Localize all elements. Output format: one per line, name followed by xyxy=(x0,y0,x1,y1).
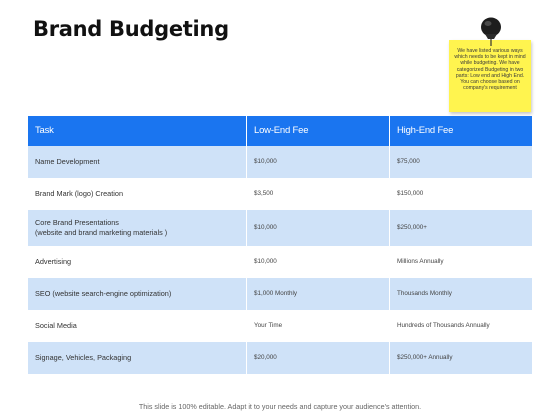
low-fee-cell: $20,000 xyxy=(246,342,389,374)
task-cell: Signage, Vehicles, Packaging xyxy=(35,353,132,362)
header-high-end-fee: High-End Fee xyxy=(389,116,532,146)
slide-footer: This slide is 100% editable. Adapt it to your needs and capture your audience's attention. xyxy=(138,402,422,411)
high-fee-cell: $75,000 xyxy=(389,146,532,178)
table-row xyxy=(28,146,532,178)
low-fee-cell: Your Time xyxy=(246,310,389,342)
high-fee-cell: Thousands Monthly xyxy=(389,278,532,310)
table-row xyxy=(28,342,532,374)
high-fee-cell: $250,000+ xyxy=(389,210,532,246)
table-row xyxy=(28,210,532,246)
low-fee-cell: $10,000 xyxy=(246,210,389,246)
table-row xyxy=(28,178,532,210)
low-fee-cell: $3,500 xyxy=(246,178,389,210)
budget-table xyxy=(28,116,532,374)
high-fee-cell: Hundreds of Thousands Annually xyxy=(389,310,532,342)
high-fee-cell: $150,000 xyxy=(389,178,532,210)
low-fee-cell: $1,000 Monthly xyxy=(246,278,389,310)
header-low-end-fee: Low-End Fee xyxy=(246,116,389,146)
task-cell: Advertising xyxy=(35,257,72,266)
table-row xyxy=(28,310,532,342)
task-cell: Social Media xyxy=(35,321,77,330)
high-fee-cell: Millions Annually xyxy=(389,246,532,278)
task-cell: Core Brand Presentations (website and brand marketing materials ) xyxy=(35,218,168,237)
header-task: Task xyxy=(35,125,54,136)
table-row xyxy=(28,246,532,278)
sticky-note xyxy=(449,40,531,112)
task-cell: Brand Mark (logo) Creation xyxy=(35,189,124,198)
table-header-row xyxy=(28,116,532,146)
table-row xyxy=(28,278,532,310)
task-cell: SEO (website search-engine optimization) xyxy=(35,289,172,298)
high-fee-cell: $250,000+ Annually xyxy=(389,342,532,374)
slide-title: Brand Budgeting xyxy=(33,17,229,41)
task-cell: Name Development xyxy=(35,157,100,166)
low-fee-cell: $10,000 xyxy=(246,246,389,278)
push-pin-icon xyxy=(478,17,504,47)
low-fee-cell: $10,000 xyxy=(246,146,389,178)
sticky-note-text: We have listed various ways which needs to be kept in mind while budgeting. We have categorized Budgeting in two parts: Low end and High End. You can choose based on company's requirement xyxy=(454,48,526,92)
